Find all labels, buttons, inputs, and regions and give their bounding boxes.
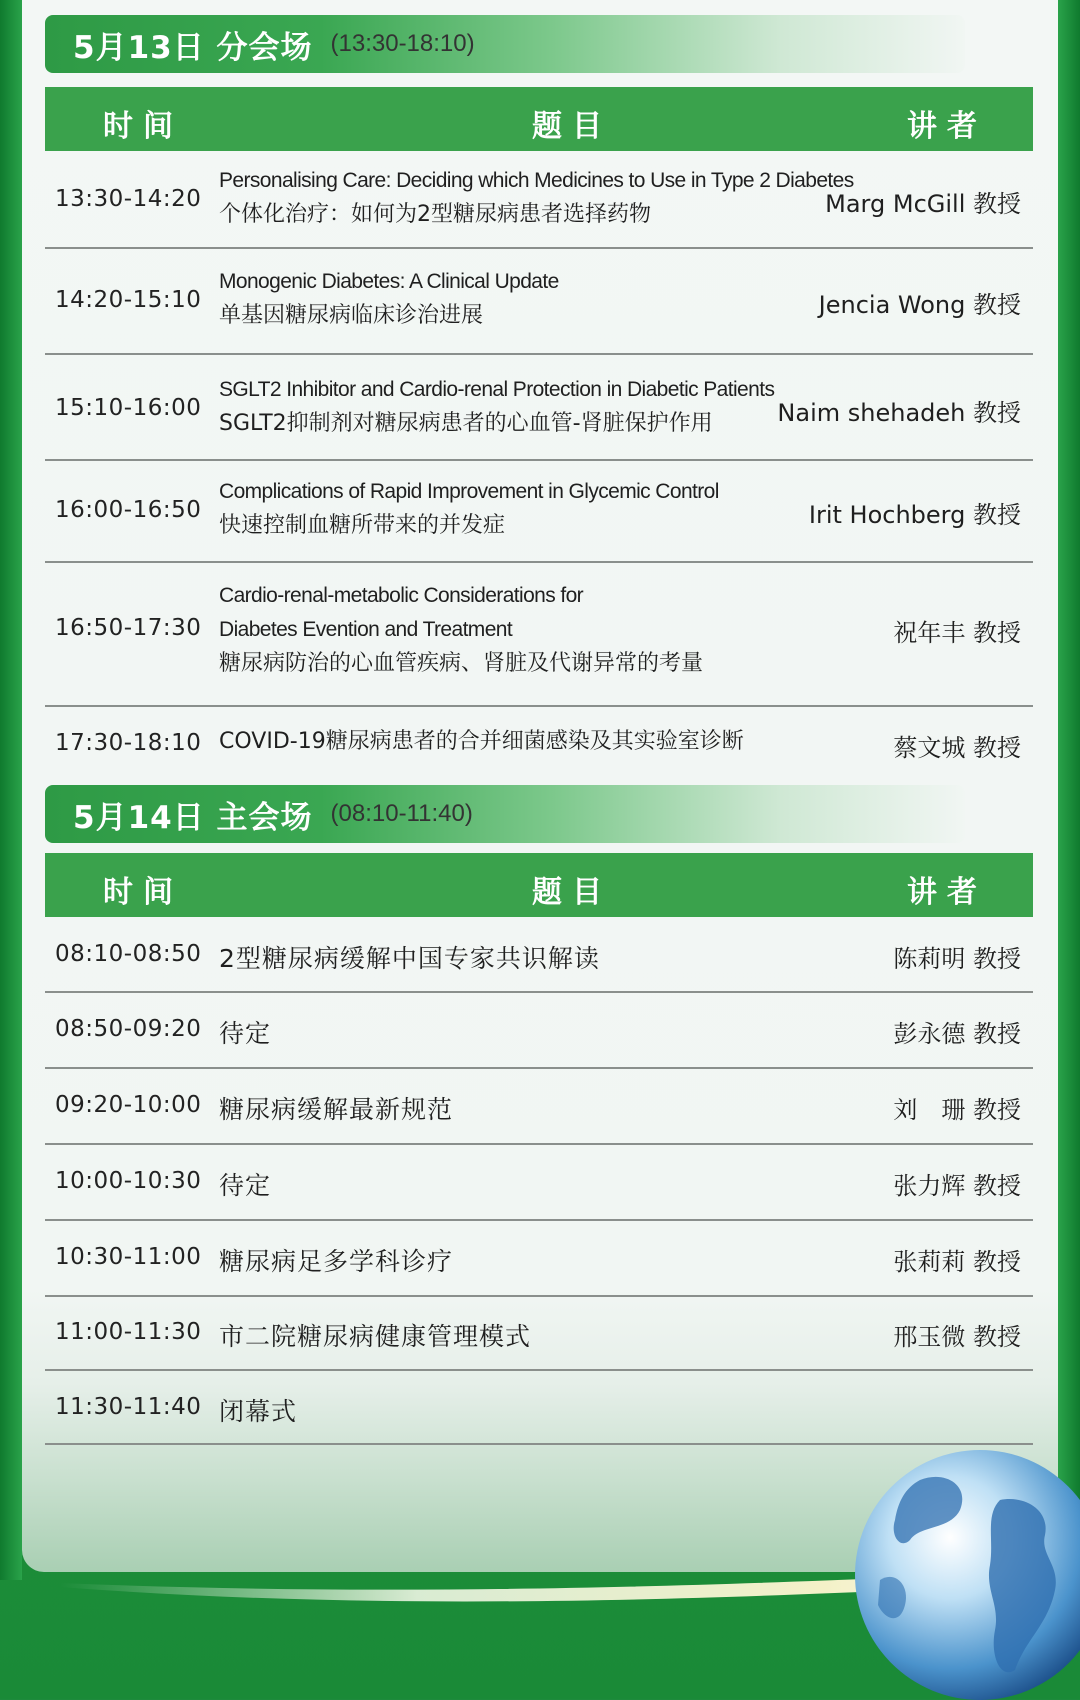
- row-speaker: Jencia Wong 教授: [818, 291, 1021, 319]
- row-topic: [219, 265, 559, 333]
- table-row: [45, 563, 1033, 707]
- row-speaker: 祝年丰 教授: [893, 619, 1021, 647]
- table-row: [45, 707, 1033, 777]
- row-topic: 待定: [219, 1019, 272, 1048]
- globe-icon: [850, 1440, 1080, 1700]
- table-row: [45, 1145, 1033, 1221]
- table-row: [45, 355, 1033, 461]
- row-topic: 糖尿病缓解最新规范: [219, 1095, 454, 1124]
- topic-en: Complications of Rapid Improvement in Glycemic Control: [219, 480, 719, 503]
- row-topic: 待定: [219, 1171, 272, 1200]
- row-topic: 糖尿病足多学科诊疗: [219, 1247, 454, 1276]
- session-date: 5月13日 分会场: [73, 29, 313, 66]
- column-speaker: 讲者: [907, 875, 987, 910]
- column-header: [45, 87, 1033, 151]
- topic-en: Cardio-renal-metabolic Considerations for: [219, 584, 584, 607]
- topic-en: SGLT2 Inhibitor and Cardio-renal Protection in Diabetic Patients: [219, 378, 775, 401]
- row-topic: [219, 164, 854, 232]
- table-row: [45, 1371, 1033, 1445]
- row-speaker: 刘 珊 教授: [893, 1096, 1021, 1124]
- row-speaker: 张莉莉 教授: [893, 1248, 1021, 1276]
- table-row: [45, 1297, 1033, 1371]
- session-header: [45, 785, 965, 843]
- topic-zh: COVID-19糖尿病患者的合并细菌感染及其实验室诊断: [219, 729, 744, 754]
- row-time: 16:00-16:50: [55, 497, 202, 523]
- row-time: 09:20-10:00: [55, 1092, 202, 1118]
- topic-en-line2: Diabetes Evention and Treatment: [219, 618, 513, 641]
- row-speaker: Marg McGill 教授: [825, 190, 1021, 218]
- row-topic: [219, 725, 744, 759]
- row-topic: [219, 373, 774, 441]
- topic-zh: SGLT2抑制剂对糖尿病患者的心血管-肾脏保护作用: [219, 411, 713, 436]
- row-time: 16:50-17:30: [55, 615, 202, 641]
- table-row: [45, 1069, 1033, 1145]
- topic-zh: 糖尿病防治的心血管疾病、肾脏及代谢异常的考量: [219, 651, 704, 676]
- left-border-stripe: [0, 0, 22, 1580]
- topic-zh: 快速控制血糖所带来的并发症: [219, 513, 506, 538]
- table-row: [45, 461, 1033, 563]
- row-time: 15:10-16:00: [55, 395, 202, 421]
- topic-zh: 个体化治疗：如何为2型糖尿病患者选择药物: [219, 202, 651, 227]
- row-speaker: Irit Hochberg 教授: [808, 501, 1021, 529]
- row-time: 11:30-11:40: [55, 1394, 202, 1420]
- topic-en: Monogenic Diabetes: A Clinical Update: [219, 270, 559, 293]
- row-time: 13:30-14:20: [55, 186, 202, 212]
- row-time: 10:00-10:30: [55, 1168, 202, 1194]
- row-speaker: 张力辉 教授: [893, 1172, 1021, 1200]
- column-topic: 题目: [532, 109, 612, 144]
- row-speaker: 邢玉微 教授: [893, 1323, 1021, 1351]
- row-speaker: Naim shehadeh 教授: [777, 399, 1021, 427]
- topic-en: Personalising Care: Deciding which Medicines to Use in Type 2 Diabetes: [219, 169, 854, 192]
- row-speaker: 陈莉明 教授: [893, 945, 1021, 973]
- session-header: [45, 15, 965, 73]
- row-topic: [219, 475, 719, 543]
- row-speaker: 彭永德 教授: [893, 1020, 1021, 1048]
- row-time: 08:50-09:20: [55, 1016, 202, 1042]
- column-time: 时间: [103, 109, 183, 144]
- row-time: 08:10-08:50: [55, 941, 202, 967]
- table-row: [45, 993, 1033, 1069]
- session-time: (08:10-11:40): [330, 800, 473, 827]
- session-date: 5月14日 主会场: [73, 799, 313, 836]
- row-speaker: 蔡文城 教授: [893, 734, 1021, 762]
- column-time: 时间: [103, 875, 183, 910]
- topic-zh: 单基因糖尿病临床诊治进展: [219, 303, 484, 328]
- table-row: [45, 917, 1033, 993]
- row-time: 17:30-18:10: [55, 730, 202, 756]
- table-row: [45, 151, 1033, 249]
- column-header: [45, 853, 1033, 917]
- row-topic: 闭幕式: [219, 1397, 298, 1426]
- table-row: [45, 1221, 1033, 1297]
- table-row: [45, 249, 1033, 355]
- row-time: 14:20-15:10: [55, 287, 202, 313]
- row-topic: [219, 579, 703, 681]
- right-border-stripe: [1058, 0, 1080, 1580]
- session-time: (13:30-18:10): [330, 30, 475, 57]
- column-topic: 题目: [532, 875, 612, 910]
- column-speaker: 讲者: [907, 109, 987, 144]
- row-topic: 市二院糖尿病健康管理模式: [219, 1322, 532, 1351]
- row-topic: 2型糖尿病缓解中国专家共识解读: [219, 944, 600, 973]
- row-time: 11:00-11:30: [55, 1319, 202, 1345]
- row-time: 10:30-11:00: [55, 1244, 202, 1270]
